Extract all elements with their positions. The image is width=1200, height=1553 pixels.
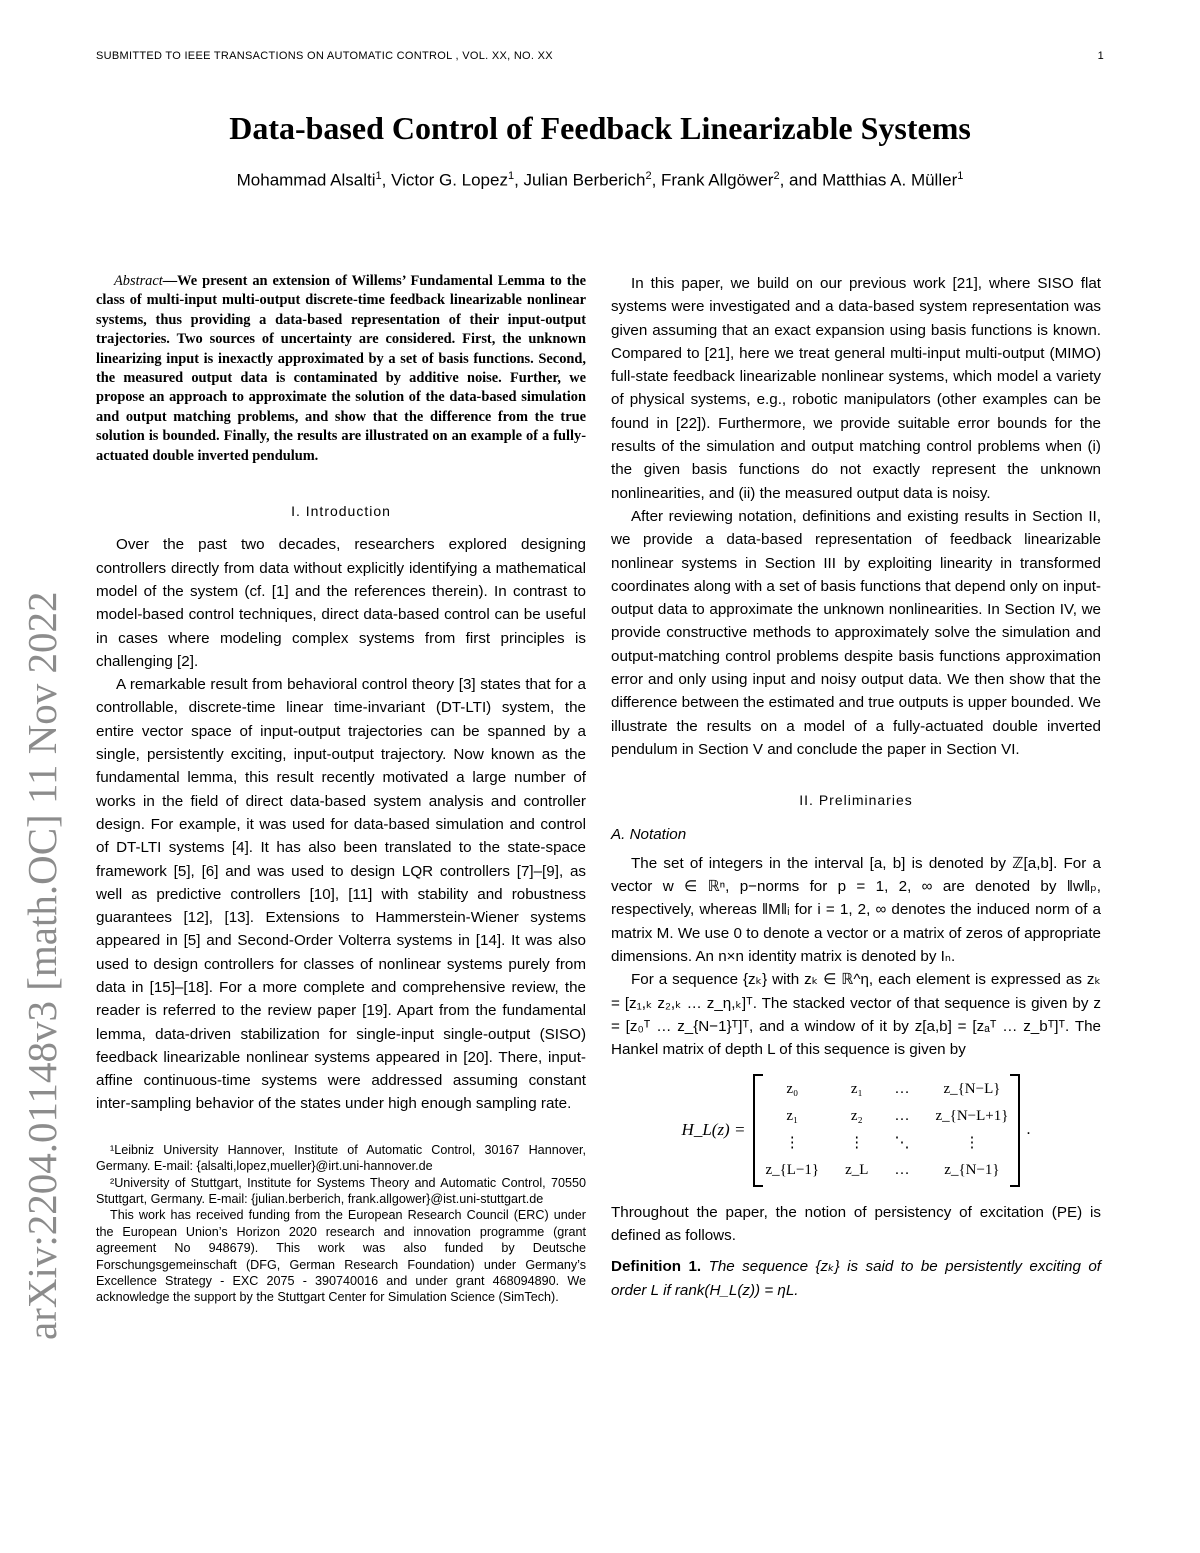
matrix-cell: ⋮ — [964, 1135, 980, 1152]
footnote-affiliation-2: ²University of Stuttgart, Institute for Systems Theory and Automatic Control, 70550 Stuttgart, Germany. E-mail: {julian.berberich, frank.allgower}@ist.uni-stuttgart.de — [96, 1175, 586, 1206]
intro-paragraph: A remarkable result from behavioral control theory [3] states that for a controllable, discrete-time linear time-invariant (DT-LTI) system, the entire vector space of input-output trajectories can be spanned by a single, persistently exciting, input-output trajectory. Now known as the fundamental lemma, this result recently motivated a large number of works in the field of direct data-based system analysis and controller design. For example, it was used for data-based simulation and control of DT-LTI systems [4]. It has also been translated to the state-space framework [5], [6] and was used to design LQR controllers [7]–[9], as well as predictive controllers [10], [11] with stability and robustness guarantees [12], [13]. Extensions to Hammerstein-Wiener systems appeared in [5] and Second-Order Volterra systems in [14]. It was also used to design controllers for classes of nonlinear systems purely from data in [15]–[18]. For a more complete and comprehensive review, the reader is referred to the review paper [19]. Apart from the fundamental lemma, data-driven stabilization for single-input single-output (SISO) feedback linearizable nonlinear systems appeared in [20]. There, input-affine continuous-time systems were addressed assuming constant inter-sampling behavior of the states under high enough sampling rate. — [96, 676, 586, 1113]
footnote-affiliation-1: ¹Leibniz University Hannover, Institute of Automatic Control, 30167 Hannover, Germany. E-mail: {alsalti,lopez,mueller}@irt.uni-hannover.de — [96, 1142, 586, 1174]
body-paragraph: After reviewing notation, definitions and existing results in Section II, we provide a data-based representation of feedback linearizable nonlinear systems in Section III by exploiting linearity in transformed coordinates along with a set of basis functions that depend only on input-output data to approximate the unknown nonlinearities. In Section IV, we provide constructive methods to approximately solve the simulation and output-matching control problems despite basis functions approximation error and only using input and noisy output data. We then show that the difference between the estimated and true outputs is upper bounded. We illustrate the results on a model of a fully-actuated double inverted pendulum in Section V and conclude the paper in Section VI. — [611, 507, 1101, 758]
author-name: Mohammad Alsalti — [236, 170, 376, 190]
matrix-cell: z₂ — [850, 1107, 863, 1124]
matrix-cell: z_L — [845, 1162, 869, 1179]
author-affiliation: 2 — [645, 170, 652, 182]
footnotes — [96, 1142, 586, 1306]
footnote-funding: This work has received funding from the European Research Council (ERC) under the European Union’s Horizon 2020 research and innovation programme (grant agreement No 948679). This work was also funded by Deutsche Forschungsgemeinschaft (DFG, German Research Foundation) under Germany’s Excellence Strategy - EXC 2075 - 390740016 and under grant 468094890. We acknowledge the support by the Stuttgart Center for Simulation Science (SimTech). — [96, 1208, 586, 1305]
author-separator: , and — [779, 170, 823, 190]
author-separator: , — [651, 170, 662, 190]
paper-title: Data-based Control of Feedback Linearizable Systems — [229, 110, 971, 146]
author-name: Matthias A. Müller — [822, 170, 958, 190]
author-affiliation: 2 — [773, 170, 780, 182]
definition-1 — [611, 1255, 1101, 1302]
matrix-cell: ⋮ — [849, 1135, 865, 1152]
matrix-cell: ⋮ — [784, 1135, 800, 1152]
hankel-matrix — [753, 1074, 1020, 1187]
pe-paragraph: Throughout the paper, the notion of persistency of excitation (PE) is defined as follows. — [611, 1203, 1101, 1244]
author-affiliation: 1 — [375, 170, 382, 182]
intro-paragraph: Over the past two decades, researchers explored designing controllers directly from data without explicitly identifying a mathematical model of the system (cf. [1] and the references therein). In contrast to model-based control techniques, direct data-based control can be useful in cases where modeling complex systems from first principles is challenging [2]. — [96, 536, 586, 670]
abstract-lead: Abstract — [114, 273, 163, 289]
matrix-cell: z_{N−L} — [943, 1080, 1001, 1097]
page-number: 1 — [1097, 50, 1104, 62]
hankel-lhs: H_L(z) = — [681, 1120, 746, 1140]
left-column — [96, 272, 586, 1306]
arxiv-sidebar-id: arXiv:2204.01148v3 [math.OC] 11 Nov 2022 — [19, 591, 65, 1340]
subsection-heading-notation: A. Notation — [611, 825, 687, 843]
definition-label: Definition 1. — [611, 1258, 702, 1276]
body-paragraph: In this paper, we build on our previous work [21], where SISO flat systems were investigated and a data-based system representation was given assuming that an exact expansion using basis functions is known. Compared to [21], here we treat general multi-input multi-output (MIMO) full-state feedback linearizable nonlinear systems, which model a variety of physical systems, e.g., robotic manipulators (other examples can be found in [22]). Furthermore, we provide suitable error bounds for the results of the simulation and output matching control problems when (i) the given basis functions do not exactly represent the unknown nonlinearities, and (ii) the measured output data is noisy. — [611, 275, 1101, 502]
author-name: Victor G. Lopez — [391, 170, 508, 190]
matrix-cell: … — [894, 1107, 910, 1124]
section-heading-preliminaries: II. Preliminaries — [799, 792, 913, 809]
notation-paragraph: For a sequence {zₖ} with zₖ ∈ ℝ^η, each element is expressed as zₖ = [z₁,ₖ z₂,ₖ … z_η,ₖ]ᵀ. The stacked vector of that sequence is given by z = [z₀ᵀ … z_{N−1}ᵀ]ᵀ, and a window of it by z[a,b] = [zₐᵀ … z_bᵀ]ᵀ. The Hankel matrix of depth L of this sequence is given by — [611, 971, 1101, 1059]
equation-period: . — [1026, 1121, 1031, 1139]
matrix-cell: z_{N−1} — [944, 1162, 1000, 1179]
section-heading-introduction: I. Introduction — [291, 503, 391, 520]
abstract-text: —We present an extension of Willems’ Fundamental Lemma to the class of multi-input multi-output discrete-time feedback linearizable nonlinear systems, thus providing a data-based representation of their input-output trajectories. Two sources of uncertainty are considered. First, the unknown linearizing input is inexactly approximated by a set of basis functions. Second, the measured output data is contaminated by additive noise. Further, we propose an approach to approximate the solution of the data-based simulation and output matching problems, and show that the difference from the true solution is bounded. Finally, the results are illustrated on an example of a fully-actuated double inverted pendulum. — [96, 273, 586, 464]
matrix-cell: … — [894, 1080, 910, 1097]
matrix-cell: z_{L−1} — [765, 1162, 820, 1179]
matrix-cell: z₁ — [786, 1107, 799, 1124]
matrix-cell: z_{N−L+1} — [935, 1107, 1009, 1124]
notation-paragraph: The set of integers in the interval [a, b] is denoted by ℤ[a,b]. For a vector w ∈ ℝⁿ, p−norms for p = 1, 2, ∞ are denoted by ‖w‖ₚ, respectively, whereas ‖M‖ᵢ for i = 1, 2, ∞ denotes the induced norm of a matrix M. We use 0 to denote a vector or a matrix of zeros of appropriate dimensions. An n×n identity matrix is denoted by Iₙ. — [611, 854, 1101, 966]
author-affiliation: 1 — [507, 170, 515, 182]
matrix-cell: z₁ — [850, 1080, 863, 1097]
right-column — [611, 272, 1101, 1302]
abstract — [96, 272, 586, 466]
matrix-cell: … — [894, 1162, 910, 1179]
hankel-equation — [611, 1074, 1101, 1187]
author-affiliation: 1 — [957, 170, 964, 182]
author-list — [0, 170, 1200, 191]
author-separator: , — [381, 170, 392, 190]
author-name: Frank Allgöwer — [661, 170, 774, 190]
author-name: Julian Berberich — [523, 170, 646, 190]
matrix-cell: z₀ — [786, 1080, 799, 1097]
matrix-cell: ⋱ — [894, 1135, 910, 1152]
author-separator: , — [514, 170, 524, 190]
definition-text: The sequence {zₖ} is said to be persistently exciting of order L if rank(H_L(z)) = ηL. — [611, 1258, 1101, 1299]
running-head — [96, 50, 1104, 62]
running-head-text: SUBMITTED TO IEEE TRANSACTIONS ON AUTOMATIC CONTROL , VOL. XX, NO. XX — [96, 50, 553, 62]
